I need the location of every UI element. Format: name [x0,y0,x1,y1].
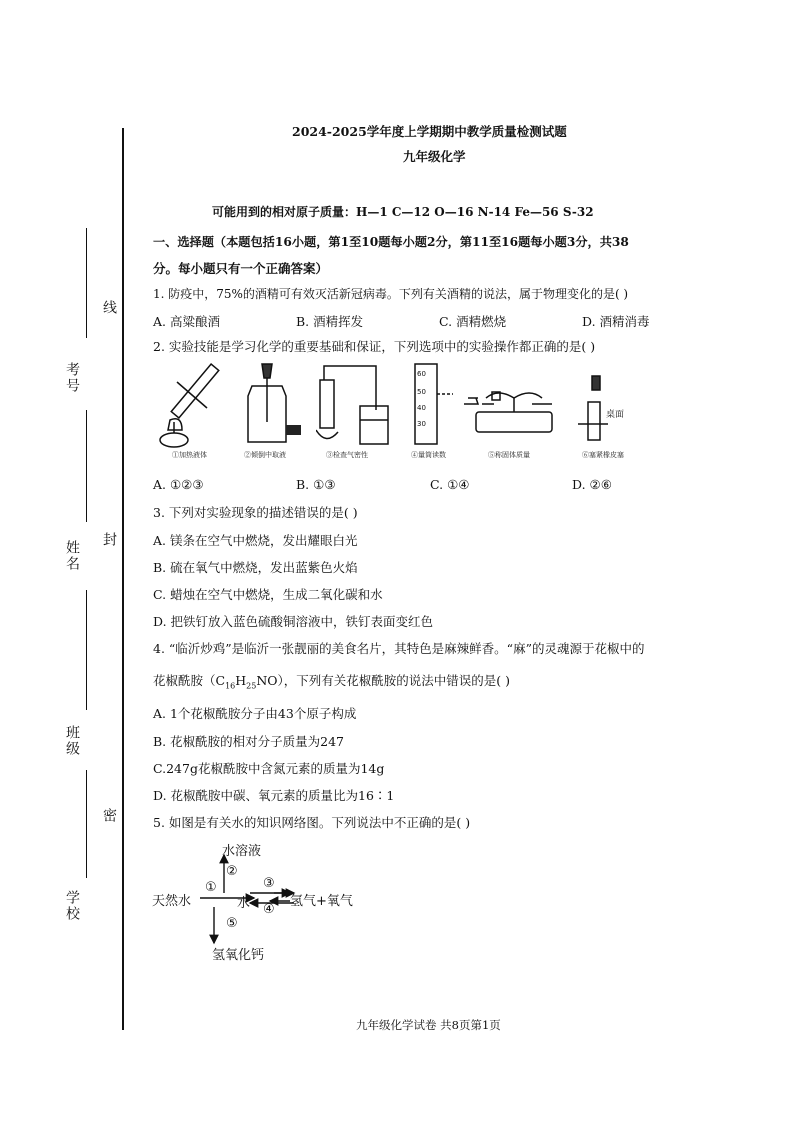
node-natural-water: 天然水 [152,894,192,909]
airtightness-illustration [316,360,392,448]
xuexiao-rule [86,770,87,878]
q4-option-c: C.247g花椒酰胺中含氮元素的质量为14g [153,761,385,776]
svg-text:30: 30 [417,420,426,428]
node-calcium-hydroxide: 氢氧化钙 [212,948,265,963]
caption-6: ⑥塞紧橡皮塞 [582,451,624,459]
q1-stem: 1. 防疫中，75%的酒精可有效灭活新冠病毒。下列有关酒精的说法，属于物理变化的是( ) [153,287,629,301]
q1-option-d: D. 酒精消毒 [582,314,650,329]
q4-option-d: D. 花椒酰胺中碳、氧元素的质量比为16∶1 [153,788,395,803]
svg-text:50: 50 [417,388,426,396]
binding-line [122,128,124,1030]
label-1: ① [205,880,217,895]
svg-text:40: 40 [417,404,426,412]
label-4: ④ [263,902,275,917]
node-water: 水 [237,896,251,911]
q2-option-c: C. ①④ [430,477,470,492]
mi-label: 密 [101,808,117,824]
banji-label: 班级 [64,725,80,757]
node-aqueous-solution: 水溶液 [222,844,262,859]
q4-option-a: A. 1个花椒酰胺分子由43个原子构成 [153,706,357,721]
q1-option-c: C. 酒精燃烧 [439,314,507,329]
q5-stem: 5. 如图是有关水的知识网络图。下列说法中不正确的是( ) [153,815,471,830]
banji-rule [86,590,87,710]
stopper-illustration [284,422,304,438]
caption-5: ⑤称固体质量 [488,451,530,459]
label-5: ⑤ [226,916,238,931]
caption-2: ②倾倒中取液 [244,451,286,459]
caption-3: ③检查气密性 [326,451,368,459]
xingming-label: 姓名 [64,540,80,572]
q3-stem: 3. 下列对实验现象的描述错误的是( ) [153,505,358,520]
q3-option-a: A. 镁条在空气中燃烧，发出耀眼白光 [153,533,358,548]
section1-line1: 一、选择题（本题包括16小题，第1至10题每小题2分，第11至16题每小题3分，共38 [153,235,629,249]
xingming-rule [86,410,87,522]
heating-liquid-illustration [152,360,232,450]
xuexiao-label: 学校 [64,890,80,922]
q4-stem-line1: 4. “临沂炒鸡”是临沂一张靓丽的美食名片，其特色是麻辣鲜香。“麻”的灵魂源于花椒中的 [153,641,645,656]
q2-option-a: A. ①②③ [153,477,204,492]
q2-option-d: D. ②⑥ [572,477,612,492]
stopper-table-illustration [572,362,628,446]
q4-option-b: B. 花椒酰胺的相对分子质量为247 [153,734,344,749]
kaohao-rule [86,228,87,338]
caption-4: ④量筒读数 [411,451,446,459]
kaohao-label: 考号 [64,362,80,394]
atomic-masses: 可能用到的相对原子质量：H—1 C—12 O—16 N-14 Fe—56 S-32 [212,205,594,219]
exam-title: 2024-2025学年度上学期期中教学质量检测试题 [292,124,567,139]
q3-option-d: D. 把铁钉放入蓝色硫酸铜溶液中，铁钉表面变红色 [153,614,434,629]
q2-option-b: B. ①③ [296,477,336,492]
q3-option-b: B. 硫在氧气中燃烧，发出蓝紫色火焰 [153,560,358,575]
balance-illustration [462,378,566,444]
xian-label: 线 [101,300,117,316]
q3-option-c: C. 蜡烛在空气中燃烧，生成二氧化碳和水 [153,587,383,602]
graduated-cylinder-illustration [407,360,457,448]
node-hydrogen-oxygen: 氢气+氧气 [290,894,353,909]
feng-label: 封 [101,532,117,548]
svg-text:60: 60 [417,370,426,378]
q1-option-a: A. 高粱酿酒 [153,314,220,329]
q1-option-b: B. 酒精挥发 [296,314,364,329]
bench-label: 桌面 [606,410,625,420]
q2-stem: 2. 实验技能是学习化学的重要基础和保证，下列选项中的实验操作都正确的是( ) [153,339,596,354]
section1-line2: 分。每小题只有一个正确答案） [153,261,329,276]
page-footer: 九年级化学试卷 共8页第1页 [356,1018,501,1032]
q4-stem-line2: 花椒酰胺$(C_{16}H_{25}NO)$，下列有关花椒酰胺的说法中错误的是( ) [153,673,511,691]
label-2: ② [226,864,238,879]
label-3: ③ [263,876,275,891]
caption-1: ①加热液体 [172,451,207,459]
exam-subtitle: 九年级化学 [403,149,466,164]
